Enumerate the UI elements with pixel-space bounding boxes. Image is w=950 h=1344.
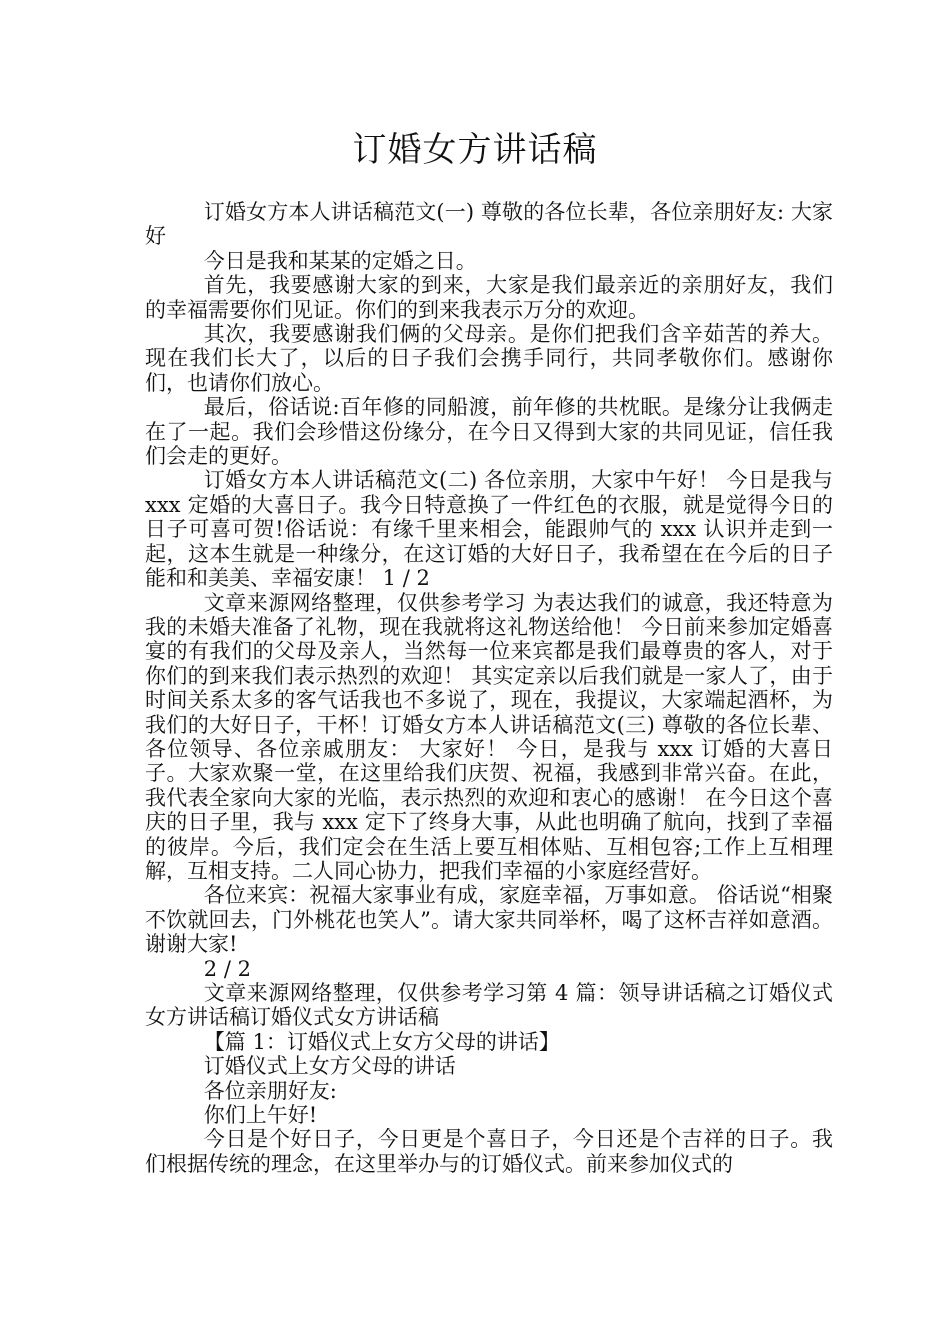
- document-body: [145, 200, 833, 1176]
- page-number: 2 / 2: [203, 956, 251, 981]
- paragraph: 订婚仪式上女方父母的讲话: [203, 1054, 456, 1079]
- paragraph: 各位亲朋好友:: [203, 1078, 337, 1103]
- paragraph: 今日是个好日子，今日更是个喜日子，今日还是个吉祥的日子。我们根据传统的理念，在这里举办与的订婚仪式。前来参加仪式的: [145, 1127, 833, 1176]
- paragraph: 今日是我和某某的定婚之日。: [203, 248, 477, 273]
- document-title: 订婚女方讲话稿: [352, 130, 598, 170]
- paragraph: 其次，我要感谢我们俩的父母亲。是你们把我们含辛茹苦的养大。现在我们长大了，以后的日子我们会携手同行，共同孝敬你们。感谢你们，也请你们放心。: [145, 322, 833, 395]
- paragraph: 文章来源网络整理，仅供参考学习第 4 篇：领导讲话稿之订婚仪式女方讲话稿订婚仪式女方讲话稿: [145, 981, 833, 1030]
- paragraph: 订婚女方本人讲话稿范文(二) 各位亲朋，大家中午好！ 今日是我与 xxx 定婚的大喜日子。我今日特意换了一件红色的衣服，就是觉得今日的日子可喜可贺!俗话说：有缘千里来相会，能跟帅气的 xxx 认识并走到一起，这本生就是一种缘分，在这订婚的大好日子，我希望在在今后的日子能和和美美、幸福安康！ 1 / 2: [145, 468, 833, 591]
- paragraph: 最后，俗话说:百年修的同船渡，前年修的共枕眠。是缘分让我俩走在了一起。我们会珍惜这份缘分，在今日又得到大家的共同见证，信任我们会走的更好。: [145, 395, 833, 469]
- paragraph: 文章来源网络整理，仅供参考学习 为表达我们的诚意，我还特意为我的未婚夫准备了礼物，现在我就将这礼物送给他！ 今日前来参加定婚喜宴的有我们的父母及亲人，当然每一位来宾都是我们最尊贵的客人，对于你们的到来我们表示热烈的欢迎！ 其实定亲以后我们就是一家人了，由于时间关系太多的客气话我也不多说了，现在，我提议，大家端起酒杯，为我们的大好日子，干杯！订婚女方本人讲话稿范文(三) 尊敬的各位长辈、各位领导、各位亲戚朋友： 大家好！ 今日，是我与 xxx 订婚的大喜日子。大家欢聚一堂，在这里给我们庆贺、祝福，我感到非常兴奋。在此，我代表全家向大家的光临，表示热烈的欢迎和衷心的感谢！ 在今日这个喜庆的日子里，我与 xxx 定下了终身大事，从此也明确了航向，找到了幸福的彼岸。今后，我们定会在生活上要互相体贴、互相包容;工作上互相理解，互相支持。二人同心协力，把我们幸福的小家庭经营好。: [145, 590, 833, 883]
- paragraph: 各位来宾：祝福大家事业有成，家庭幸福，万事如意。 俗话说“相聚不饮就回去，门外桃花也笑人”。请大家共同举杯，喝了这杯吉祥如意酒。 谢谢大家!: [145, 883, 833, 957]
- paragraph: 你们上午好!: [203, 1103, 318, 1128]
- section-heading: 【篇 1：订婚仪式上女方父母的讲话】: [203, 1029, 560, 1054]
- paragraph: 首先，我要感谢大家的到来，大家是我们最亲近的亲朋好友，我们的幸福需要你们见证。你们的到来我表示万分的欢迎。: [145, 273, 833, 322]
- paragraph: 订婚女方本人讲话稿范文(一) 尊敬的各位长辈，各位亲朋好友: 大家好: [145, 200, 833, 249]
